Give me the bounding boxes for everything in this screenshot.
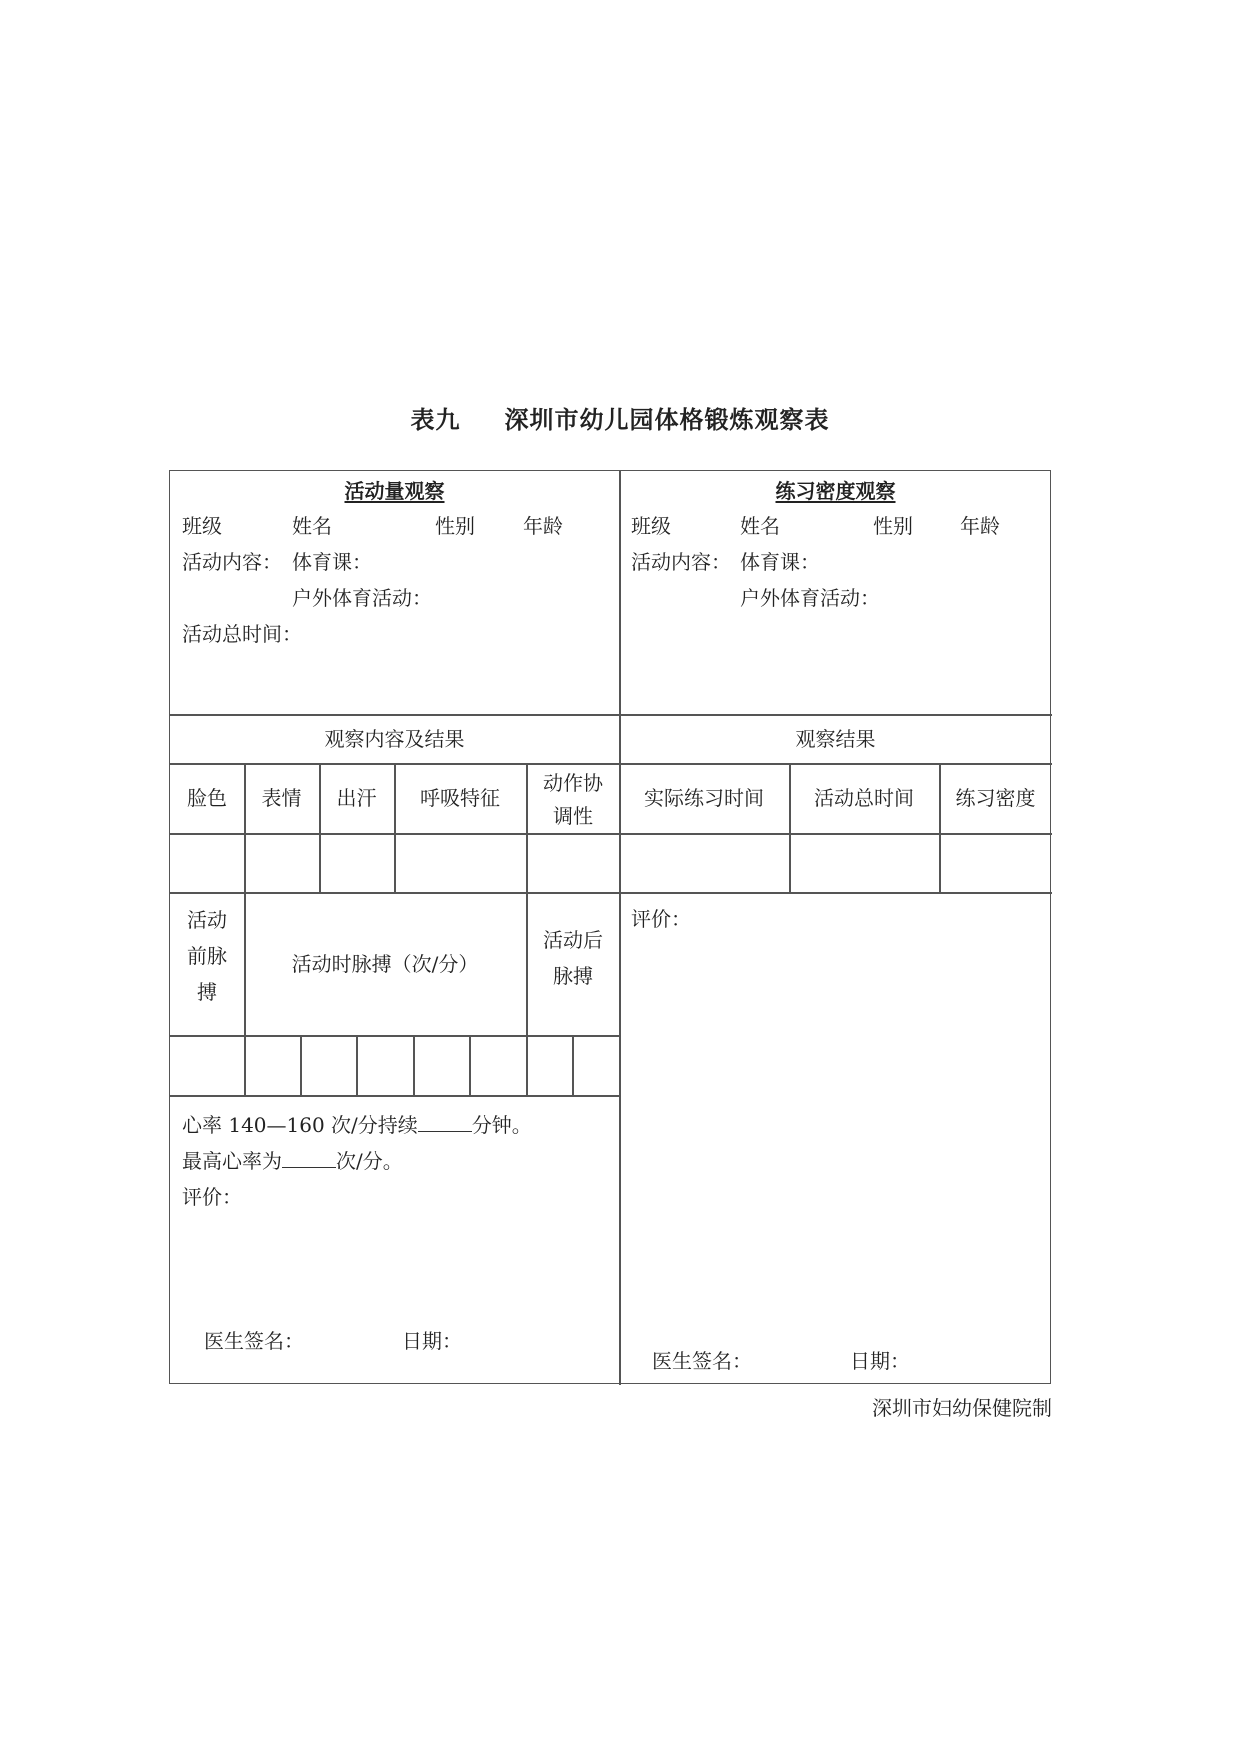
row-divider: [170, 1095, 619, 1097]
right-name-label: 姓名: [740, 514, 780, 538]
max-rate-unit: 次/分。: [336, 1149, 403, 1173]
row-divider: [170, 714, 1052, 716]
right-date-label: 日期：: [850, 1349, 910, 1373]
heart-rate-line: [182, 1113, 532, 1137]
title-prefix: 表九: [410, 405, 461, 434]
right-section-header: 练习密度观察: [775, 479, 896, 503]
right-sex-label: 性别: [873, 514, 913, 538]
left-sex-label: 性别: [435, 514, 475, 538]
left-evaluation-label: 评价：: [182, 1185, 242, 1209]
col-actual-practice-time: 实际练习时间: [644, 786, 764, 810]
left-date-label: 日期：: [402, 1329, 462, 1353]
col-divider: [526, 763, 528, 892]
pulse-before-label: 活动前脉搏: [187, 908, 227, 1004]
left-name-label: 姓名: [292, 514, 332, 538]
col-expression: 表情: [261, 786, 302, 810]
col-coordination: 动作协调性: [543, 771, 603, 828]
row-divider: [170, 763, 1052, 765]
page-title: [0, 400, 1240, 435]
left-outdoor-label: 户外体育活动：: [292, 586, 432, 610]
left-pe-label: 体育课：: [292, 550, 372, 574]
max-rate-blank: [282, 1149, 336, 1168]
title-main: 深圳市幼儿园体格锻炼观察表: [504, 405, 830, 434]
pulse-after-label: 活动后脉搏: [543, 928, 603, 988]
right-doctor-sign-label: 医生签名：: [652, 1349, 752, 1373]
col-divider: [789, 763, 791, 892]
right-obs-header: 观察结果: [795, 727, 876, 751]
col-divider: [526, 892, 528, 1095]
left-section-header: 活动量观察: [344, 479, 445, 503]
col-practice-density: 练习密度: [955, 786, 1036, 810]
col-total-activity-time: 活动总时间: [814, 786, 914, 810]
left-age-label: 年龄: [523, 514, 563, 538]
left-content-label: 活动内容：: [182, 550, 282, 574]
col-sweating: 出汗: [336, 786, 377, 810]
col-divider: [469, 1035, 471, 1095]
right-outdoor-label: 户外体育活动：: [740, 586, 880, 610]
max-rate-line: [182, 1149, 403, 1173]
col-complexion: 脸色: [187, 786, 227, 810]
right-class-label: 班级: [631, 514, 671, 538]
left-doctor-sign-label: 医生签名：: [204, 1329, 304, 1353]
col-divider: [356, 1035, 358, 1095]
right-age-label: 年龄: [960, 514, 1000, 538]
pulse-during-label: 活动时脉搏（次/分）: [291, 952, 479, 976]
col-divider: [413, 1035, 415, 1095]
heart-rate-text: 心率 140—160 次/分持续: [182, 1113, 418, 1137]
col-divider: [939, 763, 941, 892]
col-breathing: 呼吸特征: [420, 786, 500, 810]
heart-rate-unit: 分钟。: [471, 1113, 532, 1137]
left-class-label: 班级: [182, 514, 222, 538]
col-divider: [319, 763, 321, 892]
row-divider: [170, 833, 1052, 835]
left-total-time-label: 活动总时间：: [182, 622, 302, 646]
col-divider: [394, 763, 396, 892]
observation-form-table: [169, 470, 1051, 1384]
col-divider: [300, 1035, 302, 1095]
col-divider: [244, 892, 246, 1095]
left-obs-header: 观察内容及结果: [324, 727, 465, 751]
issuer-footer: 深圳市妇幼保健院制: [872, 1396, 1052, 1420]
right-evaluation-label: 评价：: [631, 907, 691, 931]
center-divider: [619, 471, 621, 1385]
col-divider: [244, 763, 246, 892]
row-divider: [170, 1035, 619, 1037]
max-rate-text: 最高心率为: [182, 1149, 282, 1173]
right-pe-label: 体育课：: [740, 550, 820, 574]
heart-rate-blank: [418, 1113, 472, 1132]
right-content-label: 活动内容：: [631, 550, 731, 574]
row-divider: [170, 892, 1052, 894]
col-divider: [572, 1035, 574, 1095]
